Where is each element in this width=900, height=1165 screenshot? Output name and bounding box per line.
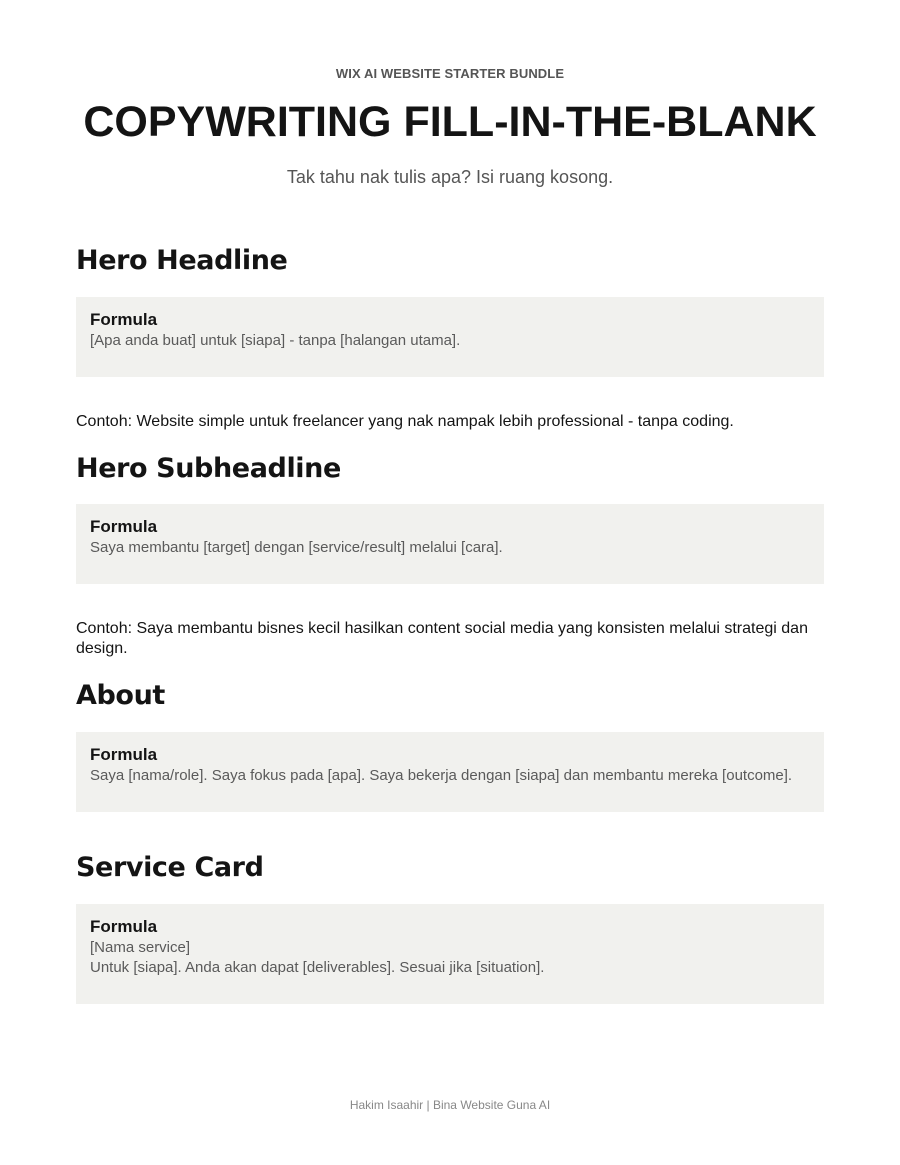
page-title: COPYWRITING FILL-IN-THE-BLANK [83,98,817,146]
section-heading-about: About [76,680,165,711]
section-heading-service-card: Service Card [76,852,264,883]
formula-box-hero-headline [76,297,824,377]
formula-label: Formula [90,517,158,536]
formula-box-hero-subheadline [76,504,824,584]
formula-text: Saya membantu [target] dengan [service/result] melalui [cara]. [90,539,503,556]
section-heading-hero-headline: Hero Headline [76,245,288,276]
page-footer: Hakim Isaahir | Bina Website Guna AI [349,1098,551,1112]
formula-text-line-1: [Nama service] [90,939,191,956]
formula-text-line-2: Untuk [siapa]. Anda akan dapat [deliverables]. Sesuai jika [situation]. [90,959,545,976]
formula-label: Formula [90,745,158,764]
page-subtitle: Tak tahu nak tulis apa? Isi ruang kosong. [286,167,614,187]
formula-label: Formula [90,310,158,329]
formula-box-service-card [76,904,824,1004]
formula-label: Formula [90,917,158,936]
formula-text: [Apa anda buat] untuk [siapa] - tanpa [halangan utama]. [90,332,461,349]
section-heading-hero-subheadline: Hero Subheadline [76,453,341,484]
example-hero-headline: Contoh: Website simple untuk freelancer yang nak nampak lebih professional - tanpa coding. [76,413,734,430]
formula-box-about [76,732,824,812]
formula-text: Saya [nama/role]. Saya fokus pada [apa]. Saya bekerja dengan [siapa] dan membantu mereka [outcome]. [90,767,793,784]
example-hero-subheadline: Contoh: Saya membantu bisnes kecil hasilkan content social media yang konsisten melalui strategi dan design. [76,620,808,657]
doc-kicker: WIX AI WEBSITE STARTER BUNDLE [335,66,565,81]
